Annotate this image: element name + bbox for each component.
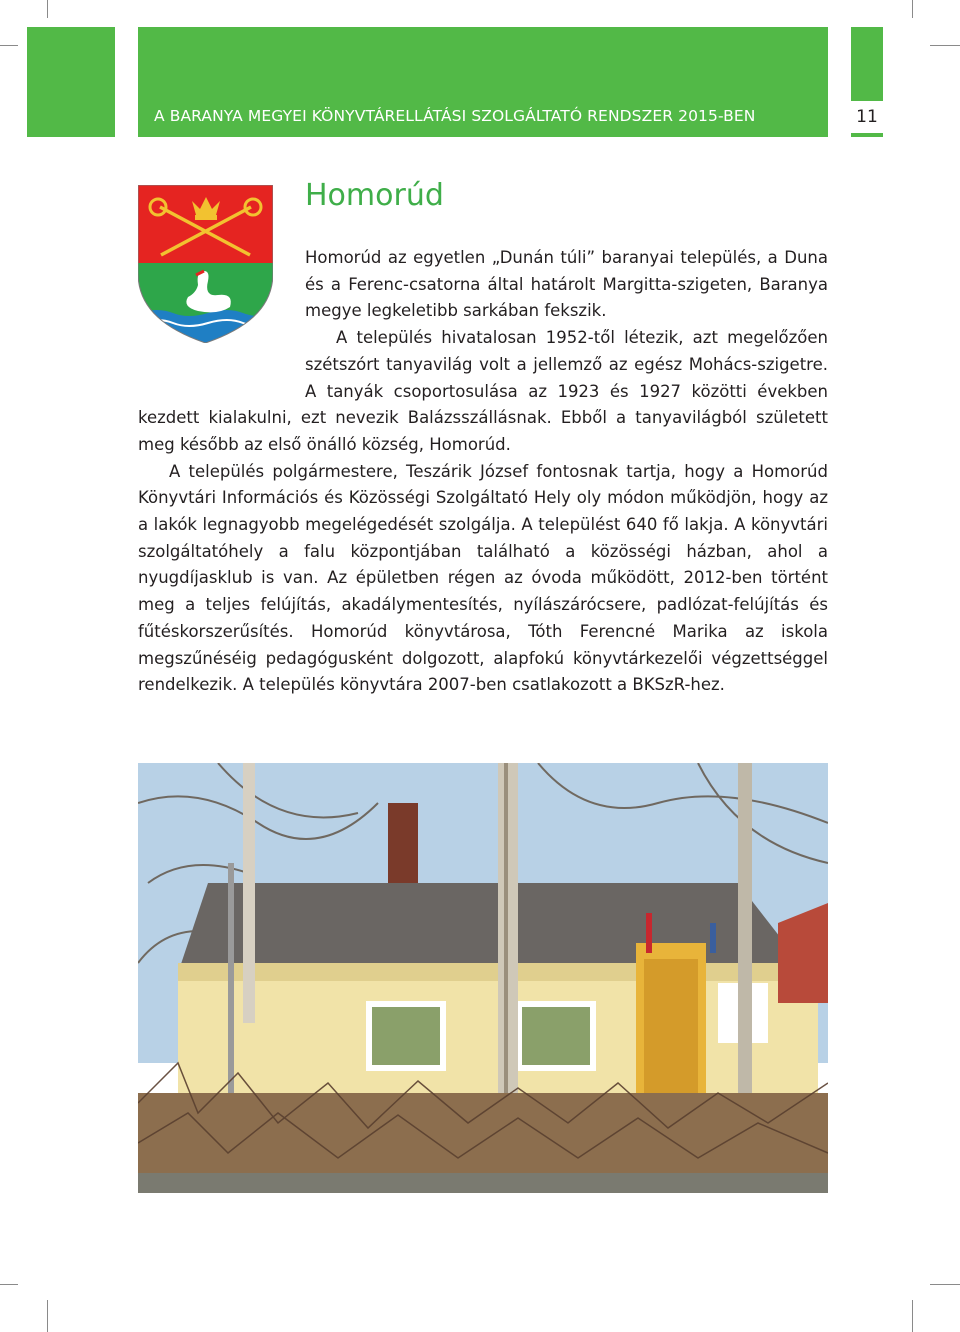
paragraph: A település hivatalosan 1952-től létezik, azt megelőzően szétszórt tanyavilág volt a jellemző az egész Mohács-szigetre. A tanyák csoportosulása az 1923 és 1927 közötti években kezdett kialakulni, ezt nevezik Balázsszállásnak. Ebből a tanyavilágból született meg később az első önálló község, Homorúd. bbox=[138, 328, 828, 454]
running-header bbox=[138, 27, 828, 137]
crop-mark bbox=[930, 1284, 960, 1285]
crop-mark bbox=[912, 0, 913, 18]
page-number-rule bbox=[851, 133, 883, 137]
running-title: A BARANYA MEGYEI KÖNYVTÁRELLÁTÁSI SZOLGÁLTATÓ RENDSZER 2015-BEN bbox=[154, 107, 756, 125]
paragraph: A település polgármestere, Teszárik József fontosnak tartja, hogy a Homorúd Könyvtári Információs és Közösségi Szolgáltató Hely oly módon működjön, hogy az a lakók legnagyobb megelégedését szolgálja. A települést 640 fő lakja. A könyvtári szolgáltatóhely a falu központjában található a közösségi házban, ahol a nyugdíjasklub is van. Az épületben régen az óvoda működött, 2012-ben történt meg a teljes felújítás, akadálymentesítés, nyílászárócsere, padlózat-felújítás és fűtéskorszerűsítés. Homorúd könyvtárosa, Tóth Ferencné Marika az iskola megszűnéséig pedagógusként dolgozott, alapfokú könyvtárkezelői végzettséggel rendelkezik. A település könyvtára 2007-ben csatlakozott a BKSzR-hez. bbox=[138, 461, 828, 695]
crop-mark bbox=[47, 0, 48, 18]
crop-mark bbox=[47, 1300, 48, 1332]
crop-mark bbox=[912, 1300, 913, 1332]
crop-mark bbox=[0, 45, 18, 46]
crop-mark bbox=[930, 45, 960, 46]
article-title: Homorúd bbox=[305, 178, 444, 213]
community-house-photo bbox=[138, 763, 828, 1193]
page-number: 11 bbox=[851, 101, 883, 133]
article-body bbox=[138, 245, 828, 699]
header-side-block bbox=[27, 27, 115, 137]
paragraph: Homorúd az egyetlen „Dunán túli” baranyai település, a Duna és a Ferenc-csatorna által határolt Margitta-szigeten, Baranya megye legkeletibb sarkában fekszik. bbox=[305, 248, 828, 321]
crop-mark bbox=[0, 1284, 18, 1285]
